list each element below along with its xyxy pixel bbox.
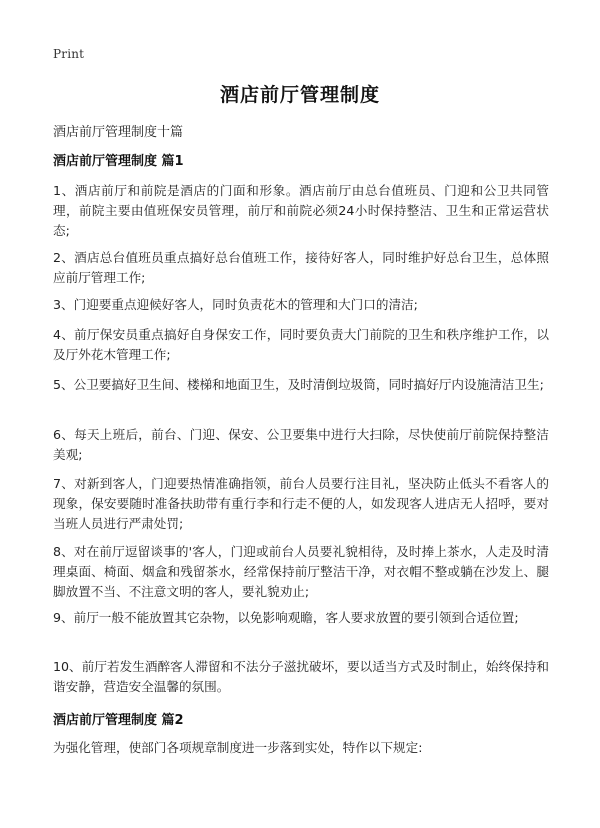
section-heading: 酒店前厅管理制度 篇1 [53,154,184,169]
paragraph: 6、每天上班后，前台、门迎、保安、公卫要集中进行大扫除，尽快使前厅前院保持整洁美观; [53,427,549,462]
paragraph: 为强化管理，使部门各项规章制度进一步落到实处，特作以下规定: [53,740,423,755]
document-title: 酒店前厅管理制度 [219,84,380,106]
paragraph: 2、酒店总台值班员重点搞好总台值班工作，接待好客人，同时维护好总台卫生，总体照应前厅管理工作; [53,250,549,285]
paragraph: 10、前厅若发生酒醉客人滞留和不法分子滋扰破坏，要以适当方式及时制止，始终保持和谐安静，营造安全温馨的氛围。 [53,659,549,694]
paragraph: 8、对在前厅逗留谈事的'客人，门迎或前台人员要礼貌相待，及时捧上茶水，人走及时清理桌面、椅面、烟盒和残留茶水，经常保持前厅整洁干净，对衣帽不整或躺在沙发上、腿脚放置不当、不注意文明的客人，要礼貌劝止; [53,544,549,599]
paragraph: 9、前厅一般不能放置其它杂物，以免影响观瞻，客人要求放置的要引领到合适位置; [53,610,519,625]
section-heading: 酒店前厅管理制度 篇2 [53,713,184,728]
paragraph: 7、对新到客人，门迎要热情准确指领，前台人员要行注目礼，坚决防止低头不看客人的现象，保安要随时准备扶助带有重行李和行走不便的人，如发现客人进店无人招呼，要对当班人员进行严肃处罚; [53,476,549,531]
document-subtitle: 酒店前厅管理制度十篇 [53,125,184,140]
paragraph: 5、公卫要搞好卫生间、楼梯和地面卫生，及时清倒垃圾筒，同时搞好厅内设施清洁卫生; [53,377,544,392]
paragraph: 3、门迎要重点迎候好客人，同时负责花木的管理和大门口的清洁; [53,297,418,312]
print-label: Print [53,47,85,61]
paragraph: 1、酒店前厅和前院是酒店的门面和形象。酒店前厅由总台值班员、门迎和公卫共同管理，前院主要由值班保安员管理，前厅和前院必须24小时保持整洁、卫生和正常运营状态; [53,183,549,238]
paragraph: 4、前厅保安员重点搞好自身保安工作，同时要负责大门前院的卫生和秩序维护工作，以及厅外花木管理工作; [53,327,549,362]
